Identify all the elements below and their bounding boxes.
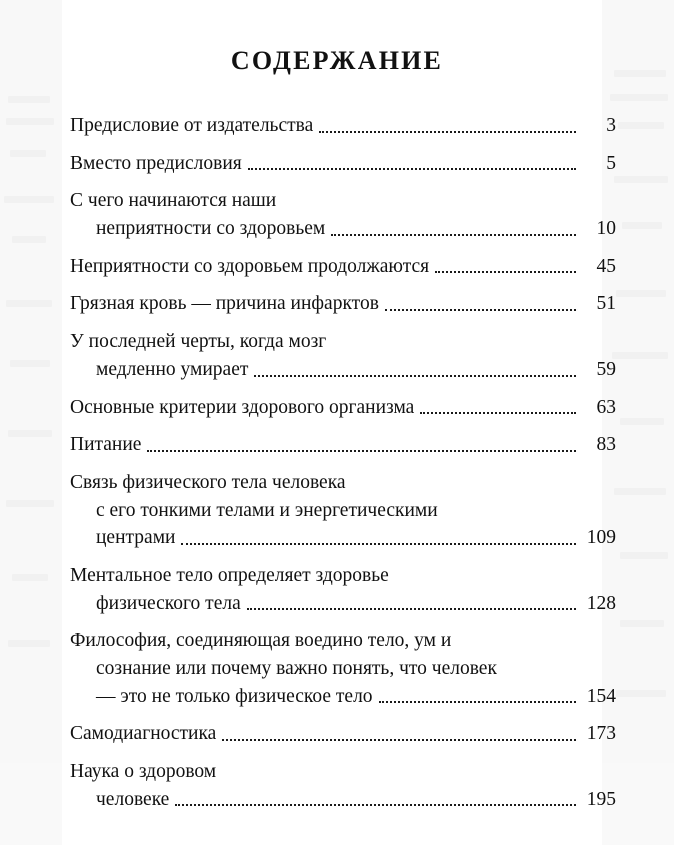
toc-entry-list (70, 112, 616, 823)
toc-page-number: 109 (586, 527, 616, 549)
toc-leader-dots (254, 374, 576, 377)
toc-leader-dots (331, 233, 576, 236)
toc-leader-dots (248, 167, 576, 170)
toc-leader-dots (319, 130, 576, 133)
toc-leader-dots (385, 308, 576, 311)
toc-page-number: 3 (606, 115, 616, 136)
toc-entry[interactable] (70, 720, 616, 748)
toc-entry-title: Грязная кровь — причина инфарктов (70, 293, 379, 315)
toc-entry-title: Питание (70, 434, 142, 456)
toc-page-number: 63 (596, 396, 616, 418)
toc-entry-title: Ментальное тело определяет здоровье (70, 564, 389, 586)
toc-entry-title: Философия, соединяющая воедино тело, ум и (70, 630, 452, 652)
toc-page-number: 5 (606, 152, 616, 174)
toc-page-number: 173 (586, 723, 616, 745)
toc-page-number: 128 (586, 592, 616, 614)
toc-entry-title: У последней черты, когда мозг (70, 331, 327, 353)
toc-page-number: 10 (596, 218, 616, 240)
toc-entry[interactable] (70, 562, 616, 617)
toc-entry-title: с его тонкими телами и энергетическими (96, 499, 438, 521)
toc-entry[interactable] (70, 253, 616, 281)
toc-entry-title: центрами (96, 527, 176, 549)
toc-entry-title: Наука о здоровом (70, 761, 217, 783)
toc-entry-title: Предисловие от издательства (70, 115, 314, 136)
toc-entry-title: С чего начинаются наши (70, 190, 277, 212)
toc-entry[interactable] (70, 469, 616, 552)
toc-entry-title: сознание или почему важно понять, что человек (96, 658, 497, 679)
toc-entry[interactable] (70, 394, 616, 422)
toc-entry-title: Связь физического тела человека (70, 471, 346, 493)
toc-leader-dots (420, 411, 576, 414)
toc-entry[interactable] (70, 187, 616, 242)
toc-entry-title: медленно умирает (96, 358, 249, 380)
toc-entry[interactable] (70, 150, 616, 178)
toc-leader-dots (181, 542, 576, 545)
toc-page-number: 154 (586, 685, 616, 707)
toc-entry-title: Самодиагностика (70, 723, 217, 745)
toc-leader-dots (222, 738, 576, 741)
toc-leader-dots (435, 270, 576, 273)
toc-leader-dots (175, 803, 576, 806)
toc-entry[interactable] (70, 328, 616, 383)
page-title: СОДЕРЖАНИЕ (230, 46, 444, 75)
toc-entry[interactable] (70, 290, 616, 318)
toc-entry[interactable] (70, 627, 616, 710)
toc-page-number: 59 (596, 358, 616, 380)
toc-page-number: 83 (596, 434, 616, 456)
toc-leader-dots (147, 449, 576, 452)
toc-entry[interactable] (70, 758, 616, 813)
toc-entry-title: человеке (96, 788, 170, 810)
toc-page-number: 45 (596, 255, 616, 277)
toc-entry[interactable] (70, 112, 616, 140)
toc-leader-dots (379, 700, 576, 703)
toc-page-number: 51 (596, 293, 616, 315)
toc-entry-title: Неприятности со здоровьем продолжаются (70, 255, 430, 277)
toc-entry-title: Вместо предисловия (70, 152, 242, 174)
toc-entry[interactable] (70, 431, 616, 459)
toc-entry-title: Основные критерии здорового организма (70, 396, 415, 418)
toc-entry-title: — это не только физическое тело (96, 685, 373, 707)
toc-entry-title: неприятности со здоровьем (96, 218, 326, 240)
toc-leader-dots (247, 607, 576, 610)
toc-entry-title: физического тела (96, 592, 241, 614)
toc-page-number: 195 (586, 788, 616, 810)
